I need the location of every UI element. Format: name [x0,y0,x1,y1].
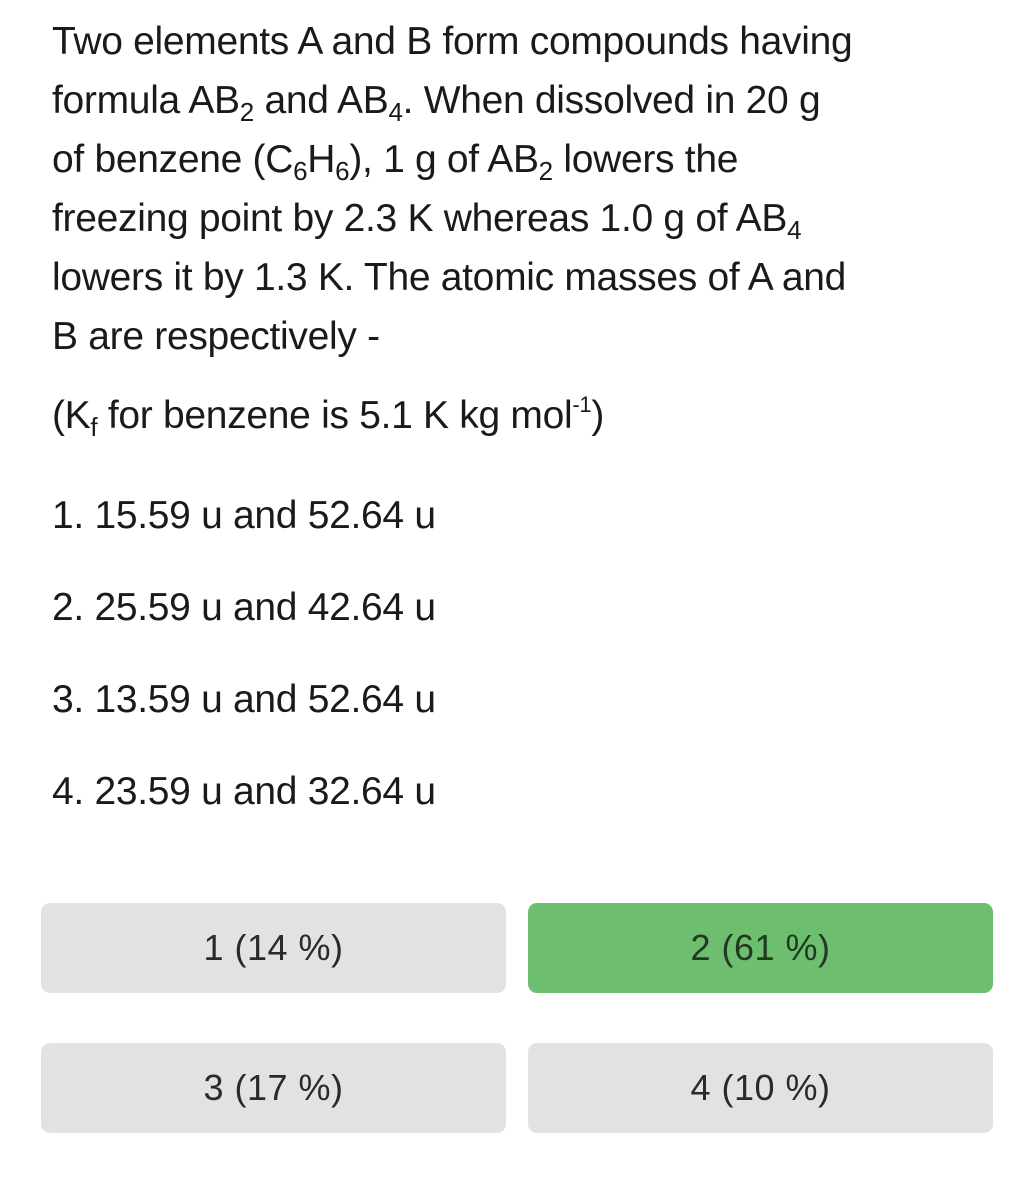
result-button-4[interactable]: 4 (10 %) [528,1043,993,1133]
question-line: formula $AB_2$ and $AB_4$. When dissolved in 20 g [52,79,821,127]
option-2: 2. 25.59 u and 42.64 u [52,586,436,629]
answer-options [52,486,436,854]
result-button-1[interactable]: 1 (14 %) [41,903,506,993]
result-button-2-correct[interactable]: 2 (61 %) [528,903,993,993]
option-3: 3. 13.59 u and 52.64 u [52,678,436,721]
given-constant: ($K_f$ for benzene is 5.1 K kg mol$^{-1}$) [52,392,605,442]
question-line: of benzene $(C_6H_6)$, 1 g of $AB_2$ lowers the [52,138,739,186]
option-4: 4. 23.59 u and 32.64 u [52,770,436,813]
question-line: Two elements A and B form compounds having [52,20,853,63]
question-text [52,12,992,366]
poll-results [41,903,992,1133]
option-1: 1. 15.59 u and 52.64 u [52,494,436,537]
question-line: lowers it by 1.3 K. The atomic masses of A and [52,256,847,299]
result-button-3[interactable]: 3 (17 %) [41,1043,506,1133]
question-line: freezing point by 2.3 K whereas 1.0 g of $AB_4$ [52,197,802,245]
question-line: B are respectively - [52,315,380,358]
